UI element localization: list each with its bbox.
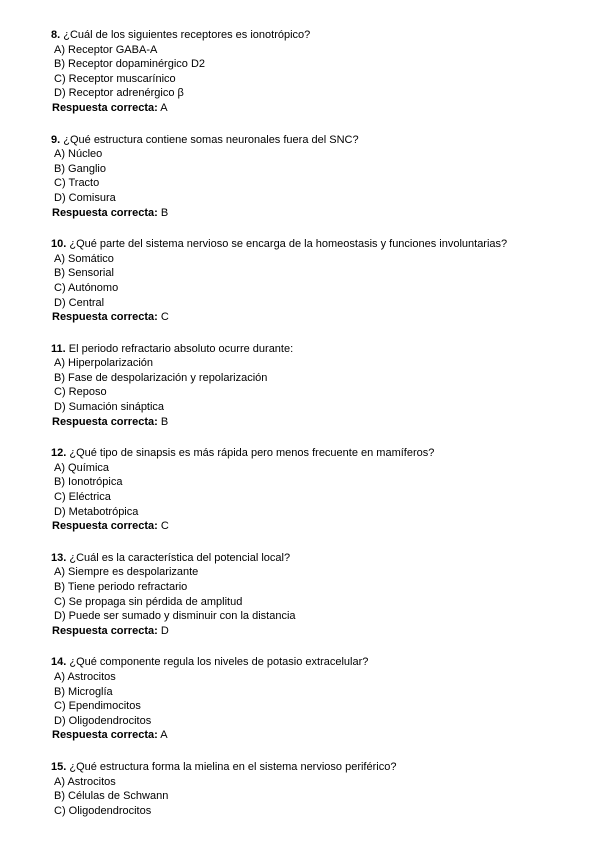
question-text: ¿Qué estructura contiene somas neuronales fuera del SNC? [63,133,359,146]
question-block [51,446,571,534]
correct-answer-value: A [160,729,168,742]
correct-answer-label: Respuesta correcta: [52,624,158,637]
correct-answer [51,519,571,534]
answer-option: D) Receptor adrenérgico β [54,87,184,100]
answer-option: A) Somático [54,252,114,265]
question-block [51,551,571,639]
answer-option: C) Tracto [54,177,100,190]
correct-answer-value: D [160,624,169,637]
answer-option: A) Astrocitos [54,775,116,788]
question-text: ¿Qué tipo de sinapsis es más rápida pero menos frecuente en mamíferos? [69,447,435,460]
answer-option: D) Comisura [54,191,116,204]
answer-option: B) Receptor dopaminérgico D2 [54,58,206,71]
question-number: 12. [51,447,67,460]
answer-option: D) Oligodendrocitos [54,714,152,727]
answer-option: C) Eléctrica [54,491,111,504]
correct-answer-value: C [160,311,169,324]
question-line [51,760,571,775]
question-line [51,446,571,461]
answer-option: B) Fase de despolarización y repolarización [54,371,268,384]
correct-answer [51,101,571,116]
question-block [51,237,571,325]
question-line [51,28,571,43]
answer-option: C) Reposo [54,386,107,399]
correct-answer [51,624,571,639]
correct-answer-value: B [160,206,169,219]
answer-option: A) Siempre es despolarizante [54,566,199,579]
correct-answer-label: Respuesta correcta: [52,415,158,428]
answer-option: C) Receptor muscarínico [54,72,176,85]
answer-option: B) Ganglio [54,162,106,175]
answer-option: B) Microglía [54,685,113,698]
correct-answer-value: A [160,101,168,114]
question-block [51,760,571,818]
correct-answer [51,206,571,221]
question-number: 8. [51,29,61,41]
question-block [51,342,571,430]
document-page [51,28,571,835]
question-line [51,237,571,252]
answer-option: C) Ependimocitos [54,700,141,713]
answer-option: A) Núcleo [54,148,103,161]
question-block [51,28,571,116]
answer-option: D) Central [54,296,105,309]
correct-answer-value: C [160,520,169,533]
answer-option: B) Ionotrópica [54,476,123,489]
correct-answer-label: Respuesta correcta: [52,101,158,114]
question-text: ¿Cuál es la característica del potencial local? [69,551,291,564]
correct-answer [51,310,571,325]
question-line [51,551,571,566]
answer-option: C) Autónomo [54,281,119,294]
answer-option: B) Sensorial [54,267,114,280]
correct-answer [51,415,571,430]
question-number: 15. [51,760,67,773]
answer-option: B) Células de Schwann [54,790,169,803]
correct-answer-label: Respuesta correcta: [52,311,158,324]
question-block [51,133,571,221]
question-number: 11. [51,342,66,355]
question-text: ¿Qué componente regula los niveles de potasio extracelular? [69,656,369,669]
correct-answer-label: Respuesta correcta: [52,729,158,742]
answer-option: C) Se propaga sin pérdida de amplitud [54,595,243,608]
answer-option: A) Astrocitos [54,670,116,683]
question-text: El periodo refractario absoluto ocurre durante: [68,342,294,355]
question-text: ¿Qué parte del sistema nervioso se encarga de la homeostasis y funciones involuntarias? [69,238,508,251]
question-line [51,133,571,148]
question-number: 13. [51,551,67,564]
question-text: ¿Cuál de los siguientes receptores es ionotrópico? [63,29,311,41]
answer-option: A) Receptor GABA-A [54,43,158,56]
correct-answer-label: Respuesta correcta: [52,520,158,533]
answer-option: B) Tiene periodo refractario [54,581,188,593]
answer-option: D) Puede ser sumado y disminuir con la distancia [54,610,296,623]
question-number: 10. [51,238,67,251]
question-line [51,655,571,670]
question-number: 14. [51,656,67,669]
answer-option: C) Oligodendrocitos [54,804,152,817]
answer-option: A) Hiperpolarización [54,357,154,370]
question-number: 9. [51,133,61,146]
question-line [51,342,571,357]
answer-option: D) Sumación sináptica [54,401,165,414]
correct-answer-value: B [160,415,169,428]
question-block [51,655,571,743]
question-text: ¿Qué estructura forma la mielina en el sistema nervioso periférico? [69,760,397,773]
answer-option: A) Química [54,461,110,474]
answer-option: D) Metabotrópica [54,505,139,518]
correct-answer-label: Respuesta correcta: [52,206,158,219]
correct-answer [51,728,571,743]
